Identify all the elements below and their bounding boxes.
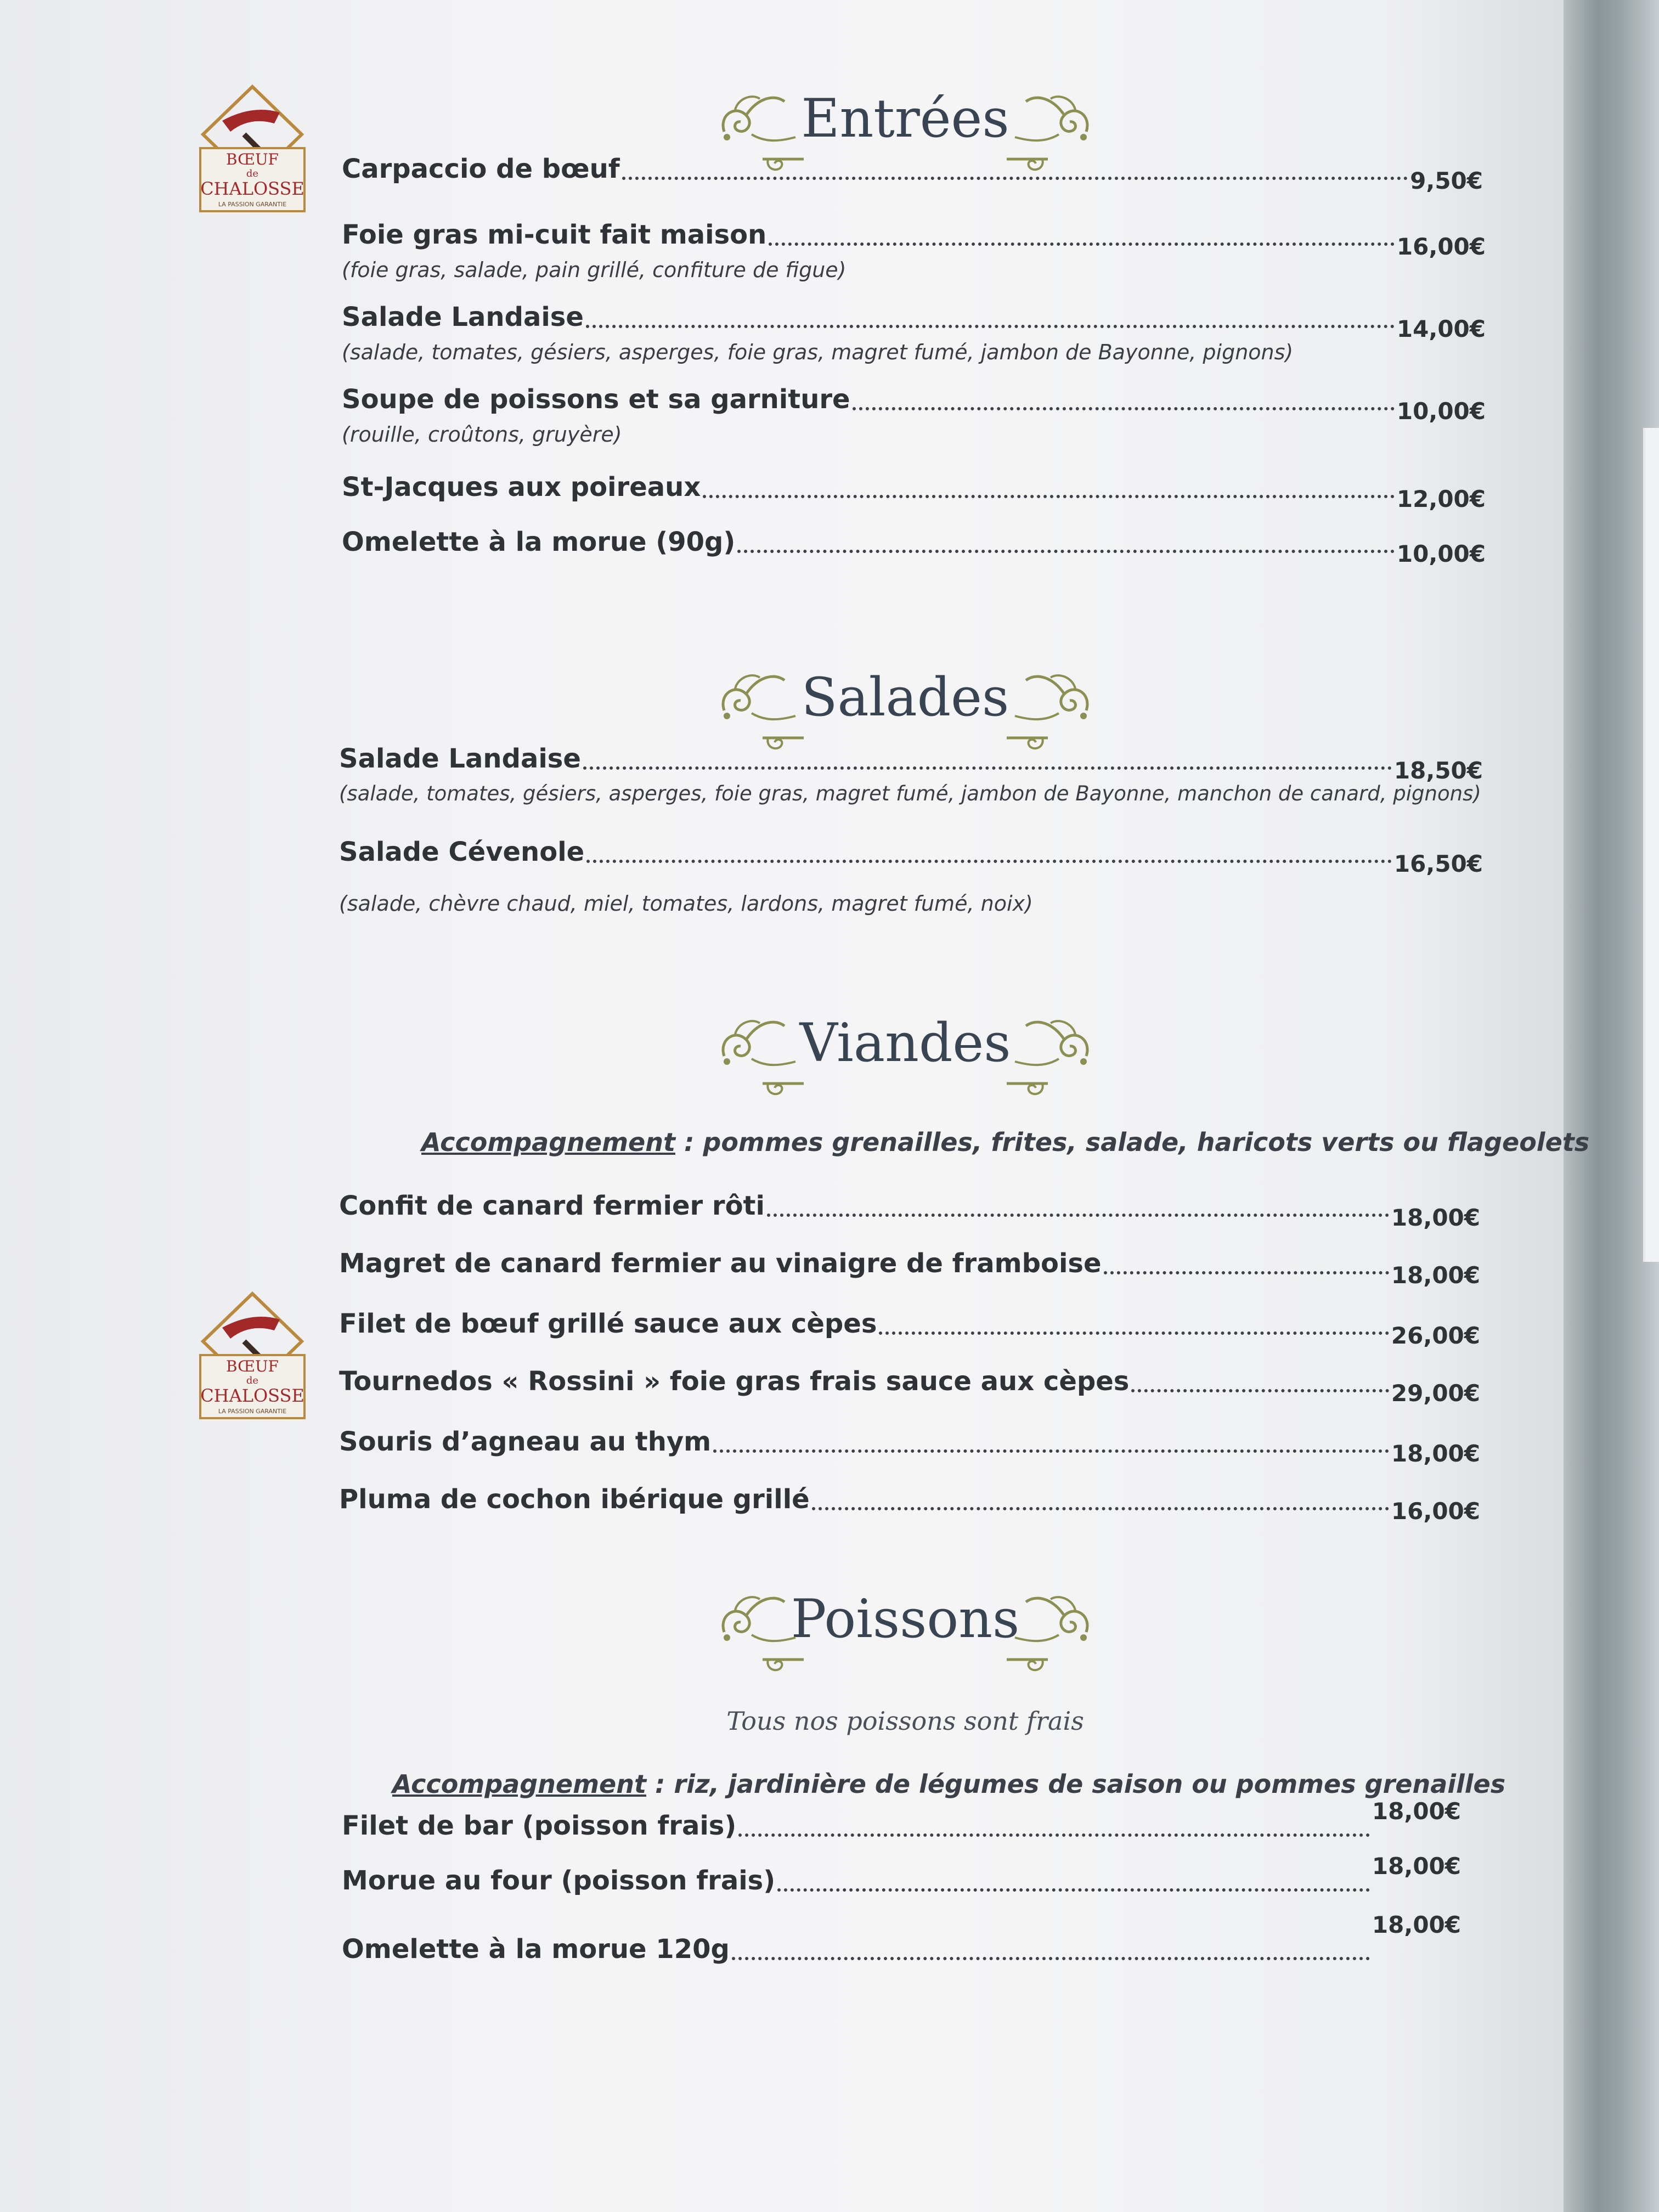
item-price: 10,00€ (1396, 540, 1486, 567)
item-price: 9,50€ (1410, 167, 1483, 194)
section-title: Viandes (799, 1012, 1011, 1074)
logo-line1: BŒUF (226, 150, 279, 168)
item-name: Carpaccio de bœuf (342, 154, 620, 184)
dot-leader (586, 860, 1392, 863)
flourish-ornament-icon (713, 1001, 806, 1111)
logo-line2: de (246, 1375, 259, 1386)
poissons-accompaniment (392, 1769, 1505, 1799)
boeuf-de-chalosse-logo (192, 1289, 313, 1421)
menu-item (339, 1366, 1480, 1432)
item-name: Omelette à la morue (90g) (342, 527, 736, 557)
item-price: 12,00€ (1396, 486, 1486, 512)
menu-item (342, 527, 1486, 592)
accompaniment-text: : riz, jardinière de légumes de saison ou pommes grenailles (646, 1769, 1506, 1799)
logo-tagline: LA PASSION GARANTIE (218, 1408, 287, 1415)
accompaniment-label: Accompagnement (392, 1769, 646, 1799)
logo-line1: BŒUF (226, 1357, 279, 1375)
item-description: (salade, tomates, gésiers, asperges, foie gras, magret fumé, jambon de Bayonne, manchon de canard, pignons) (339, 782, 1481, 805)
dot-leader (769, 242, 1395, 246)
item-name: Tournedos « Rossini » foie gras frais sauce aux cèpes (339, 1366, 1130, 1397)
item-name: Magret de canard fermier au vinaigre de framboise (339, 1248, 1102, 1279)
next-page-edge (1643, 428, 1659, 1262)
menu-item (339, 1190, 1480, 1256)
section-heading-poissons (713, 1577, 1097, 1687)
dot-leader (732, 1957, 1370, 1960)
dot-leader (622, 177, 1408, 180)
accompaniment-label: Accompagnement (421, 1127, 675, 1157)
item-price: 18,50€ (1393, 757, 1483, 784)
menu-item (342, 154, 1483, 219)
item-name: Salade Landaise (342, 302, 584, 332)
item-price: 18,00€ (1391, 1440, 1480, 1467)
item-price: 16,00€ (1391, 1498, 1480, 1525)
section-title: Salades (801, 667, 1009, 728)
logo-tagline: LA PASSION GARANTIE (218, 201, 287, 208)
item-name: Salade Landaise (339, 743, 581, 774)
dot-leader (879, 1331, 1389, 1335)
item-description: (salade, chèvre chaud, miel, tomates, lardons, magret fumé, noix) (339, 891, 1033, 916)
item-price: 18,00€ (1391, 1262, 1480, 1289)
item-name: Foie gras mi-cuit fait maison (342, 219, 767, 250)
flourish-ornament-icon (1004, 1577, 1097, 1687)
item-description: (salade, tomates, gésiers, asperges, foie gras, magret fumé, jambon de Bayonne, pignons) (342, 340, 1294, 364)
item-name: Souris d’agneau au thym (339, 1426, 712, 1457)
item-name: Filet de bar (poisson frais) (342, 1810, 737, 1841)
item-name: Filet de bœuf grillé sauce aux cèpes (339, 1308, 877, 1339)
menu-item (339, 1426, 1480, 1492)
dot-leader (583, 766, 1392, 770)
menu-item (339, 837, 1483, 916)
menu-item (342, 384, 1486, 450)
dot-leader (853, 407, 1395, 410)
dot-leader (812, 1507, 1389, 1510)
dot-leader (1131, 1389, 1389, 1392)
dot-leader (737, 550, 1395, 553)
item-name: Salade Cévenole (339, 837, 585, 867)
boeuf-de-chalosse-logo (192, 82, 313, 214)
item-name: Omelette à la morue 120g (342, 1934, 730, 1965)
logo-line3: CHALOSSE (200, 178, 304, 199)
item-price: 18,00€ (1372, 1798, 1461, 1825)
accompaniment-text: : pommes grenailles, frites, salade, haricots verts ou flageolets (675, 1127, 1590, 1157)
menu-item (339, 1308, 1480, 1374)
logo-line3: CHALOSSE (200, 1385, 304, 1406)
item-price: 16,00€ (1396, 233, 1486, 260)
item-price: 29,00€ (1391, 1380, 1480, 1407)
menu-item (339, 1248, 1480, 1314)
item-name: Confit de canard fermier rôti (339, 1190, 765, 1221)
dot-leader (1104, 1271, 1389, 1274)
dot-leader (586, 325, 1395, 328)
item-price: 18,00€ (1391, 1204, 1480, 1231)
dot-leader (767, 1214, 1389, 1217)
dot-leader (738, 1833, 1370, 1837)
item-name: Soupe de poissons et sa garniture (342, 384, 850, 415)
menu-item (339, 743, 1483, 809)
item-description: (foie gras, salade, pain grillé, confiture de figue) (342, 258, 847, 282)
item-price: 18,00€ (1372, 1853, 1461, 1880)
item-name: Morue au four (poisson frais) (342, 1865, 776, 1896)
flourish-ornament-icon (1004, 1001, 1097, 1111)
item-price: 18,00€ (1372, 1911, 1461, 1938)
dot-leader (777, 1888, 1370, 1892)
section-heading-viandes (713, 1001, 1097, 1111)
logo-line2: de (246, 168, 259, 179)
flourish-ornament-icon (713, 1577, 806, 1687)
menu-item (342, 219, 1486, 285)
item-name: St-Jacques aux poireaux (342, 472, 701, 503)
item-name: Pluma de cochon ibérique grillé (339, 1484, 810, 1515)
item-price: 14,00€ (1396, 315, 1486, 342)
viandes-accompaniment (421, 1127, 1589, 1157)
item-price: 26,00€ (1391, 1322, 1480, 1349)
item-description: (rouille, croûtons, gruyère) (342, 422, 622, 447)
dot-leader (703, 495, 1395, 498)
poissons-note: Tous nos poissons sont frais (726, 1706, 1084, 1736)
dot-leader (713, 1449, 1389, 1453)
section-title: Entrées (801, 88, 1009, 149)
menu-item (339, 1484, 1480, 1550)
item-price: 10,00€ (1396, 398, 1486, 425)
menu-item (342, 1853, 1461, 1931)
menu-item (342, 1911, 1461, 2000)
section-title: Poissons (791, 1588, 1020, 1650)
item-price: 16,50€ (1393, 850, 1483, 877)
menu-item (342, 302, 1486, 368)
